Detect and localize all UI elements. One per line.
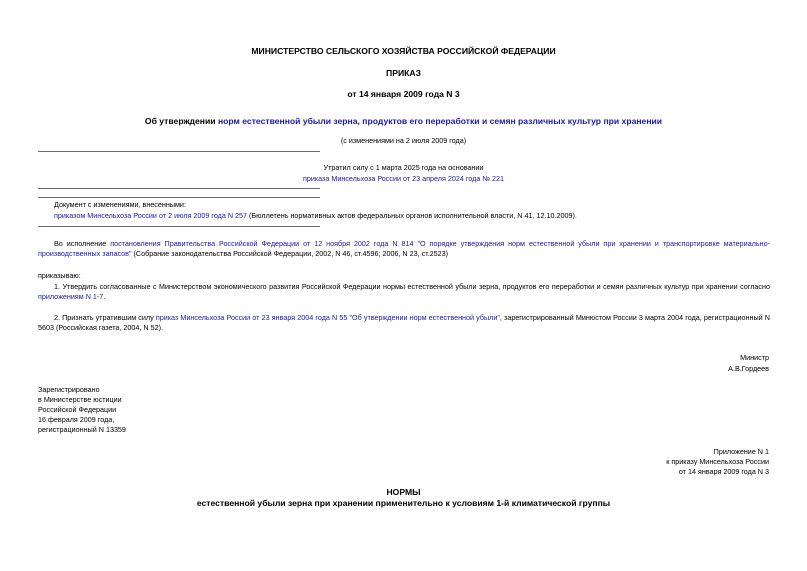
separator-line xyxy=(38,188,320,189)
status-link[interactable]: приказа Минсельхоза России от 23 апреля 2024 года № 221 xyxy=(302,174,505,183)
status-line: Утратил силу с 1 марта 2025 года на основании xyxy=(323,163,484,172)
appendix-line: к приказу Минсельхоза России xyxy=(666,456,769,466)
signature-name: А.В.Гордеев xyxy=(728,364,769,373)
item1-link[interactable]: приложениям N 1-7 xyxy=(38,291,104,301)
item1-text: 1. Утвердить согласованные с Министерством экономического развития Российской Федерации нормы естественной убыли зерна, продуктов его переработки и семян различных культур при хранении согласно xyxy=(54,282,770,291)
separator-line xyxy=(38,151,320,152)
title-prefix: Об утверждении xyxy=(144,116,218,126)
order-item-2 xyxy=(38,313,770,333)
document-type: ПРИКАЗ xyxy=(386,68,421,78)
changes-heading: Документ с изменениями, внесенными: xyxy=(54,200,186,209)
item2-text: 2. Признать утратившим силу xyxy=(54,313,156,322)
ministry-heading: МИНИСТЕРСТВО СЕЛЬСКОГО ХОЗЯЙСТВА РОССИЙСКОЙ ФЕДЕРАЦИИ xyxy=(251,46,556,56)
registration-line: Зарегистрировано xyxy=(38,385,100,394)
appendix-line: от 14 января 2009 года N 3 xyxy=(678,466,769,476)
title-link[interactable]: норм естественной убыли зерна, продуктов его переработки и семян различных культур при хранении xyxy=(217,116,663,126)
preamble-prefix: Во исполнение xyxy=(54,239,111,248)
document-date-number: от 14 января 2009 года N 3 xyxy=(347,89,460,99)
changes-suffix: (Бюллетень нормативных актов федеральных органов исполнительной власти, N 41, 12.10.2009). xyxy=(247,211,577,220)
item2-link[interactable]: приказ Минсельхоза России от 23 января 2004 года N 55 "Об утверждении норм естественной убыли" xyxy=(155,313,500,322)
separator-line xyxy=(38,226,320,227)
separator-line xyxy=(38,197,320,198)
preamble-link[interactable]: постановления Правительства Российской Федерации от 12 ноября 2002 года N 814 "О порядке утверждения норм естественной убыли при хранении и транспортировке материально-производственных запасов" xyxy=(38,239,770,258)
appendix-line: Приложение N 1 xyxy=(713,447,769,456)
norms-title: НОРМЫ xyxy=(386,487,421,497)
preamble-suffix: (Собрание законодательства Российской Федерации, 2002, N 46, ст.4596; 2006, N 23, ст.2523) xyxy=(131,248,449,258)
changes-entry xyxy=(54,211,774,221)
order-item-1 xyxy=(38,282,770,302)
signature-role: Министр xyxy=(740,353,769,362)
norms-subtitle: естественной убыли зерна при хранении применительно к условиям 1-й климатической группы xyxy=(196,498,611,508)
item2-suffix: , зарегистрированный Минюстом России 3 марта 2004 года, регистрационный N 5603 (Российская газета, 2004, N 52). xyxy=(38,313,770,332)
registration-line: 16 февраля 2009 года, xyxy=(38,414,115,424)
amendment-note: (с изменениями на 2 июля 2009 года) xyxy=(340,136,467,145)
changes-link[interactable]: приказом Минсельхоза России от 2 июля 2009 года N 257 xyxy=(54,211,248,220)
registration-line: регистрационный N 13359 xyxy=(38,424,126,434)
order-word: приказываю: xyxy=(38,271,81,280)
item1-end: . xyxy=(103,291,106,301)
document-title xyxy=(0,116,807,128)
registration-block xyxy=(38,385,126,435)
preamble-paragraph xyxy=(38,239,770,259)
registration-line: в Министерстве юстиции xyxy=(38,394,122,404)
appendix-block xyxy=(666,447,769,477)
registration-line: Российской Федерации xyxy=(38,404,117,414)
